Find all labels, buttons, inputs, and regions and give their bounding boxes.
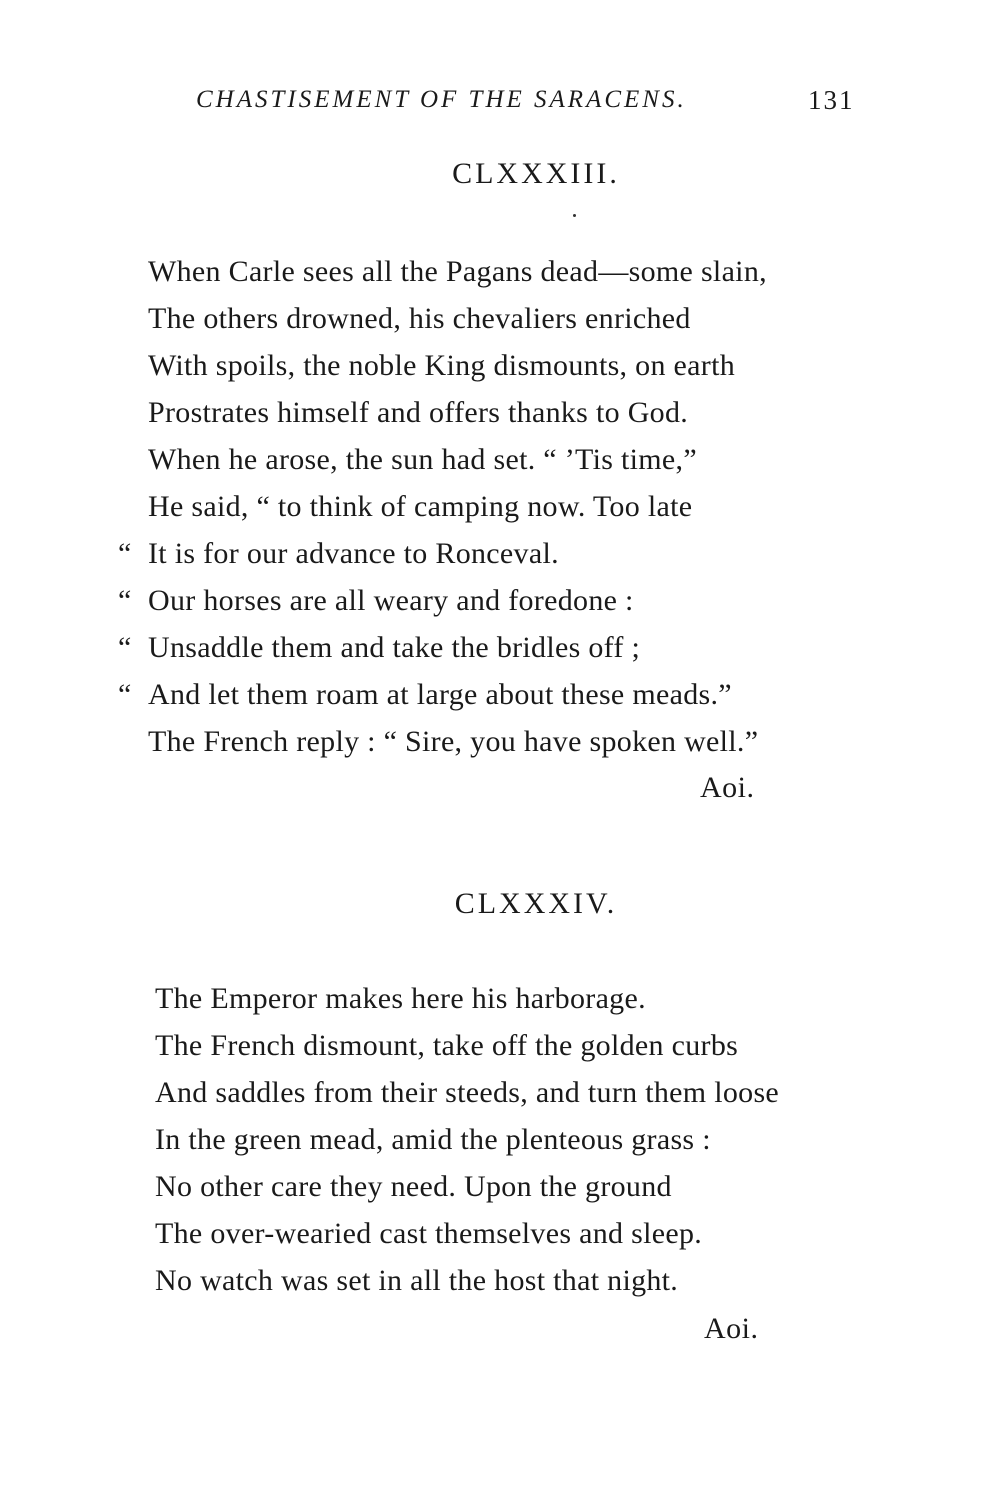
open-quote-mark: “ [118,678,132,711]
stanza-heading-clxxxiv: CLXXXIV. [454,887,618,920]
running-title: CHASTISEMENT OF THE SARACENS. [196,86,687,113]
stanza-clxxxiv [0,975,1000,1304]
verse-line: And saddles from their steeds, and turn them loose [155,1076,780,1109]
verse-line: With spoils, the noble King dismounts, on earth [148,349,736,382]
verse-line [0,530,1000,577]
verse-text: And let them roam at large about these meads.” [148,678,732,711]
verse-text: Unsaddle them and take the bridles off ; [148,631,641,664]
verse-line: In the green mead, amid the plenteous grass : [155,1123,711,1156]
verse-line [0,624,1000,671]
verse-line [0,671,1000,718]
verse-line: No watch was set in all the host that night. [155,1264,679,1297]
verse-line: He said, “ to think of camping now. Too late [148,490,693,523]
running-head [0,80,1000,120]
open-quote-mark: “ [118,537,132,570]
open-quote-mark: “ [118,584,132,617]
stanza-heading-clxxxiii: CLXXXIII. [452,157,620,190]
verse-line: When he arose, the sun had set. “ ’Tis time,” [148,443,697,476]
page-number: 131 [808,85,855,115]
refrain-aoi: Aoi. [704,1312,759,1345]
refrain-aoi: Aoi. [700,771,755,804]
verse-text: It is for our advance to Ronceval. [148,537,559,570]
verse-line: The over-wearied cast themselves and sleep. [155,1217,703,1250]
verse-line: The others drowned, his chevaliers enriched [148,302,691,335]
print-speck [573,214,576,217]
open-quote-mark: “ [118,631,132,664]
verse-line [0,577,1000,624]
verse-line: The Emperor makes here his harborage. [155,982,646,1015]
verse-line: The French dismount, take off the golden curbs [155,1029,739,1062]
verse-line: When Carle sees all the Pagans dead—some slain, [148,255,767,288]
verse-line: The French reply : “ Sire, you have spoken well.” [148,725,759,758]
stanza-clxxxiii [0,248,1000,765]
verse-text: Our horses are all weary and foredone : [148,584,634,617]
verse-line: No other care they need. Upon the ground [155,1170,672,1203]
verse-line: Prostrates himself and offers thanks to God. [148,396,689,429]
